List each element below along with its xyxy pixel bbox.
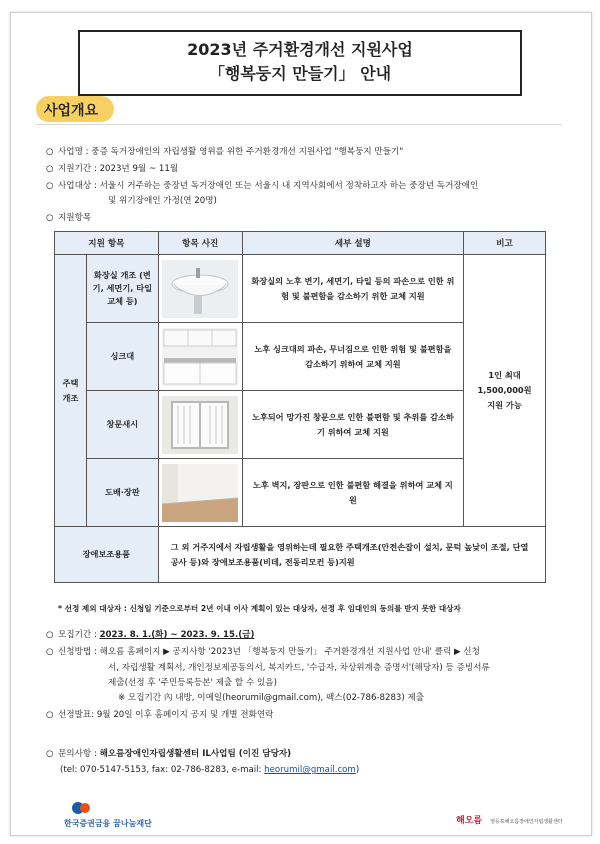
circle-bullet-icon: ○ (46, 630, 54, 640)
contact-email-link[interactable]: heorumil@gmail.com (264, 765, 356, 775)
header-note: 비고 (464, 232, 546, 255)
table-header-row (55, 232, 546, 255)
support-table (54, 231, 546, 583)
title-line1: 2023년 주거환경개선 지원사업 (187, 40, 413, 59)
photo-cell (158, 323, 242, 391)
table-row-extra (55, 527, 546, 583)
title-line2: 「행복둥지 만들기」 안내 (208, 64, 392, 83)
kitchen-sink-photo-icon (162, 328, 238, 386)
apply-method-line3: 제출(선정 후 '주민등록등본' 제출 할 수 있음) (108, 678, 277, 688)
header-item: 지원 항목 (55, 232, 159, 255)
circle-bullet-icon: ○ (46, 749, 54, 759)
announce: ○ 선정발표: 9월 20일 이후 홈페이지 공지 및 개별 전화연락 (46, 710, 274, 720)
apply-method-line2: 서, 자립생활 계획서, 개인정보제공동의서, 복지카드, '수급자, 차상위계층 증명서'(해당자) 등 증빙서류 (108, 663, 490, 673)
title-box (78, 30, 522, 96)
heorum-logo: 해오름 영등포해오름장애인자립생활센터 (456, 816, 563, 826)
wallpaper-floor-photo-icon (162, 464, 238, 522)
circle-bullet-icon: ○ (46, 181, 54, 191)
item-cell: 창문새시 (86, 391, 158, 459)
contact: ○ 문의사항 : 해오름장애인자립생활센터 IL사업팀 (이진 담당자) (46, 749, 292, 759)
extra-item-cell: 장애보조용품 (55, 527, 159, 583)
photo-cell (158, 459, 242, 527)
circle-bullet-icon: ○ (46, 147, 54, 157)
section-title: 사업개요 (44, 103, 99, 119)
circle-bullet-icon: ○ (46, 710, 54, 720)
category-cell: 주택개조 (55, 255, 87, 527)
desc-cell: 화장실의 노후 변기, 세면기, 타일 등의 파손으로 인한 위험 및 불편함을 감소하기 위한 교체 지원 (242, 255, 463, 323)
desc-cell: 노후 싱크대의 파손, 무너짐으로 인한 위험 및 불편함을 감소하기 위하여 교체 지원 (242, 323, 463, 391)
header-desc: 세부 설명 (242, 232, 463, 255)
window-frame-photo-icon (162, 396, 238, 454)
exclusion-note: * 선정 제외 대상자 : 신청일 기준으로부터 2년 이내 이사 계획이 있는 대상자, 선정 후 임대인의 동의를 받지 못한 대상자 (58, 604, 461, 613)
photo-cell (158, 391, 242, 459)
photo-cell (158, 255, 242, 323)
overview-target-cont: 및 위기장애인 가정(연 20명) (108, 196, 217, 206)
circle-bullet-icon: ○ (46, 213, 54, 223)
washbasin-photo-icon (162, 260, 238, 318)
item-cell: 화장실 개조 (변기, 세면기, 타일 교체 등) (86, 255, 158, 323)
header-photo: 항목 사진 (158, 232, 242, 255)
apply-method-line4: ※ 모집기간 內 내방, 이메일(heorumil@gmail.com), 팩스(02-786-8283) 제출 (118, 693, 425, 703)
overview-items-label: ○ 지원항목 (46, 213, 92, 223)
section-divider (36, 124, 562, 125)
apply-method: ○ 신청방법 : 해오름 홈페이지 ▶ 공지사항 '2023년 「행복둥지 만들기」 주거환경개선 지원사업 안내' 클릭 ▶ 신청 (46, 647, 480, 657)
desc-cell: 노후되어 망가진 창문으로 인한 불편함 및 추위를 감소하기 위하여 교체 지원 (242, 391, 463, 459)
extra-desc-cell: 그 외 거주지에서 자립생활을 영위하는데 필요한 주택개조(안전손잡이 설치, 문턱 높낮이 조절, 단열공사 등)와 장애보조용품(비데, 전동리모컨 등)지원 (158, 527, 545, 583)
circle-bullet-icon: ○ (46, 164, 54, 174)
item-cell: 싱크대 (86, 323, 158, 391)
overview-period: ○ 지원기간 : 2023년 9월 ~ 11월 (46, 164, 179, 174)
item-cell: 도배·장판 (86, 459, 158, 527)
note-cell: 1인 최대 1,500,000원 지원 가능 (464, 255, 546, 527)
overview-name: ○ 사업명 : 중증 독거장애인의 자립생활 영위를 위한 주거환경개선 지원사업 "행복둥지 만들기" (46, 147, 404, 157)
overview-target: ○ 사업대상 : 서울시 거주하는 중장년 독거장애인 또는 서울시 내 지역사회에서 정착하고자 하는 중장년 독거장애인 (46, 181, 479, 191)
circle-bullet-icon: ○ (46, 647, 54, 657)
contact-line2: (tel: 070-5147-5153, fax: 02-786-8283, e-mail: heorumil@gmail.com) (60, 765, 360, 775)
desc-cell: 노후 벽지, 장판으로 인한 불편함 해결을 위하여 교체 지원 (242, 459, 463, 527)
table-row (55, 255, 546, 323)
apply-email-link[interactable]: heorumil@gmail.com (225, 693, 318, 703)
ksfc-logo-icon (70, 800, 92, 816)
recruit-period: ○ 모집기간 : 2023. 8. 1.(화) ~ 2023. 9. 15.(금) (46, 630, 255, 640)
